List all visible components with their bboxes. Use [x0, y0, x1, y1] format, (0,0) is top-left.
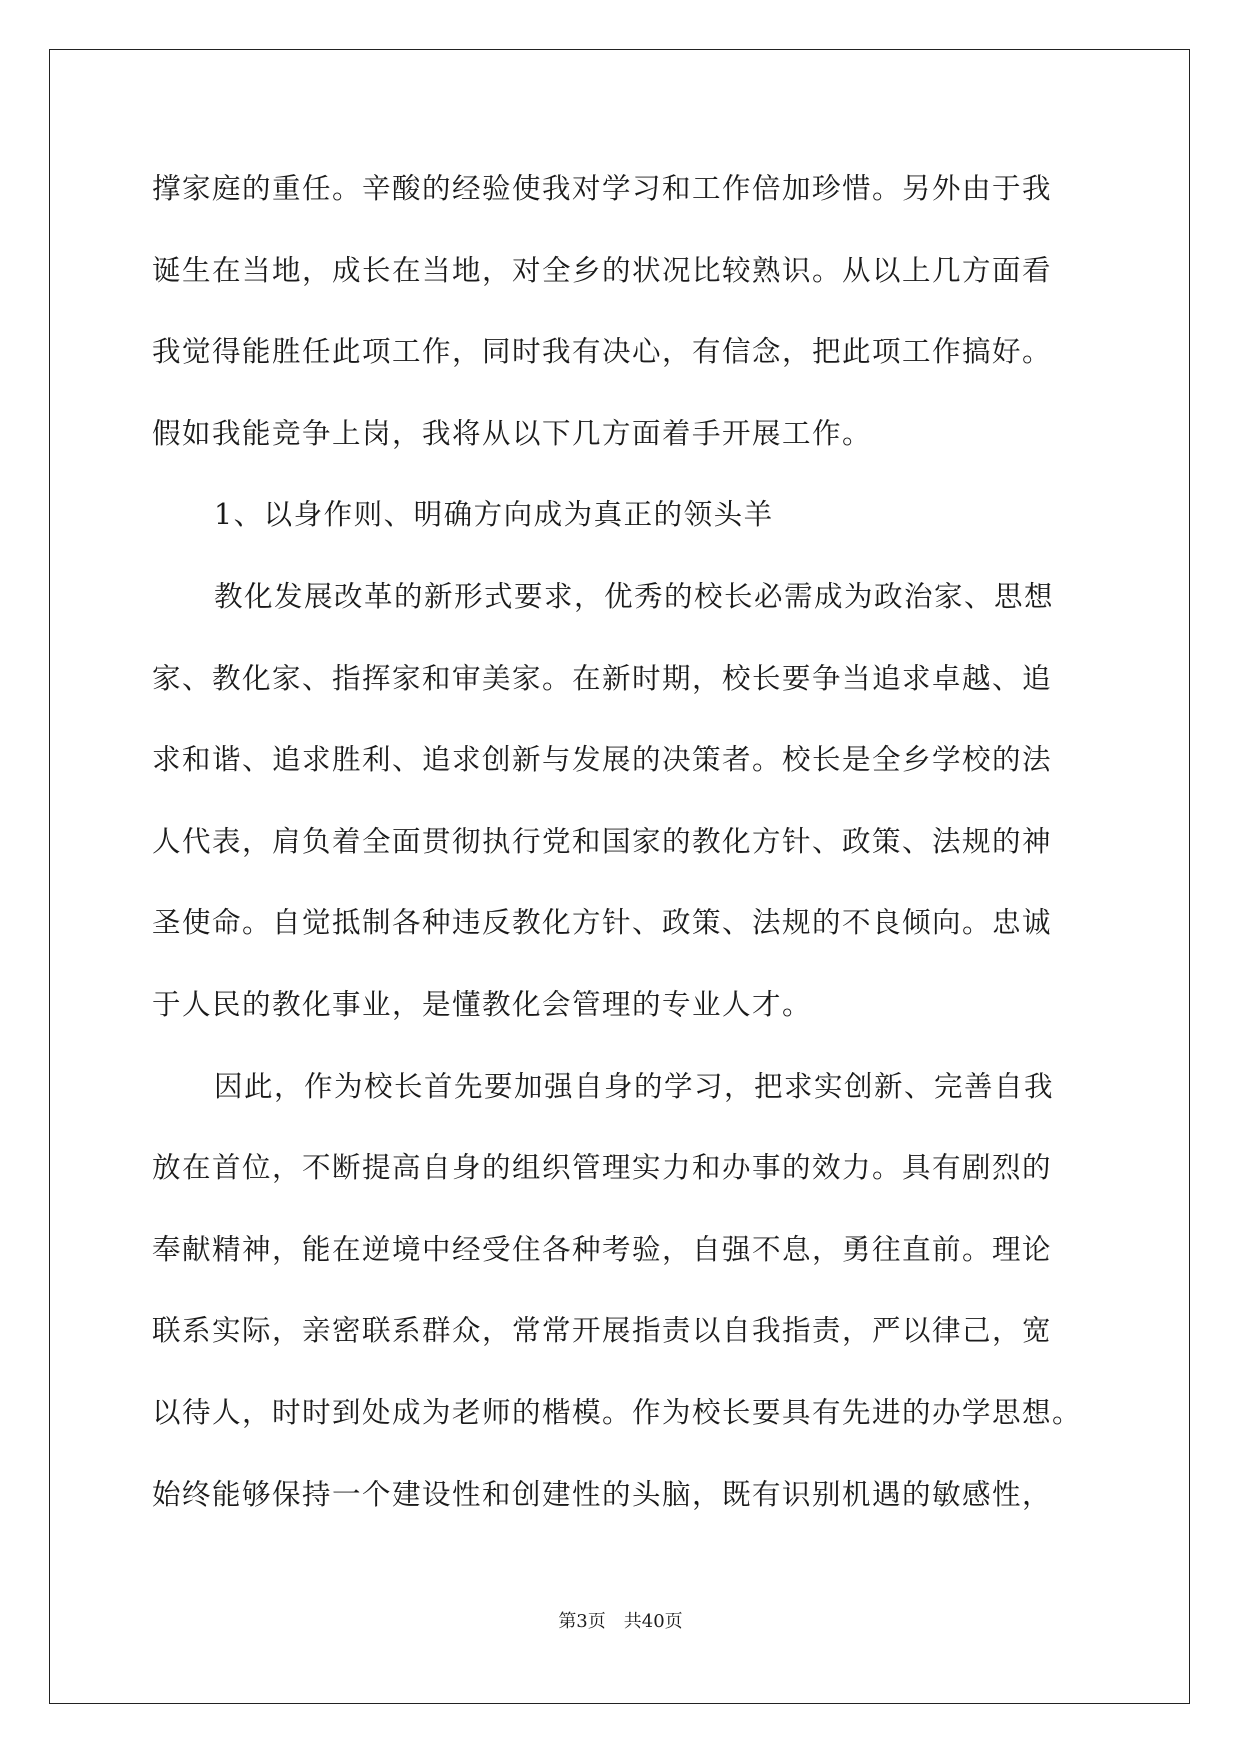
document-body: [152, 164, 1092, 1551]
text-line-3: 我觉得能胜任此项工作，同时我有决心，有信念，把此项工作搞好。: [152, 335, 1053, 369]
text-line-16: 以待人，时时到处成为老师的楷模。作为校长要具有先进的办学思想。: [152, 1395, 1083, 1429]
text-line-9: 人代表，肩负着全面贯彻执行党和国家的教化方针、政策、法规的神: [152, 824, 1053, 858]
text-line-12: 因此，作为校长首先要加强自身的学习，把求实创新、完善自我: [214, 1069, 1055, 1103]
text-line-11: 于人民的教化事业，是懂教化会管理的专业人才。: [152, 987, 813, 1021]
text-line-2: 诞生在当地，成长在当地，对全乡的状况比较熟识。从以上几方面看: [152, 253, 1053, 287]
text-line-14: 奉献精神，能在逆境中经受住各种考验，自强不息，勇往直前。理论: [152, 1232, 1053, 1266]
text-line-10: 圣使命。自觉抵制各种违反教化方针、政策、法规的不良倾向。忠诚: [152, 906, 1053, 940]
section-heading: 1、以身作则、明确方向成为真正的领头羊: [214, 498, 774, 532]
text-line-13: 放在首位，不断提高自身的组织管理实力和办事的效力。具有剧烈的: [152, 1151, 1053, 1185]
text-line-7: 家、教化家、指挥家和审美家。在新时期，校长要争当追求卓越、追: [152, 661, 1053, 695]
text-line-8: 求和谐、追求胜利、追求创新与发展的决策者。校长是全乡学校的法: [152, 743, 1053, 777]
text-line-6: 教化发展改革的新形式要求，优秀的校长必需成为政治家、思想: [214, 579, 1055, 613]
page-footer: 第3页 共40页: [558, 1611, 683, 1632]
text-line-15: 联系实际，亲密联系群众，常常开展指责以自我指责，严以律己，宽: [152, 1314, 1053, 1348]
text-line-17: 始终能够保持一个建设性和创建性的头脑，既有识别机遇的敏感性，: [152, 1477, 1053, 1511]
text-line-4: 假如我能竞争上岗，我将从以下几方面着手开展工作。: [152, 416, 873, 450]
text-line-1: 撑家庭的重任。辛酸的经验使我对学习和工作倍加珍惜。另外由于我: [152, 172, 1053, 205]
